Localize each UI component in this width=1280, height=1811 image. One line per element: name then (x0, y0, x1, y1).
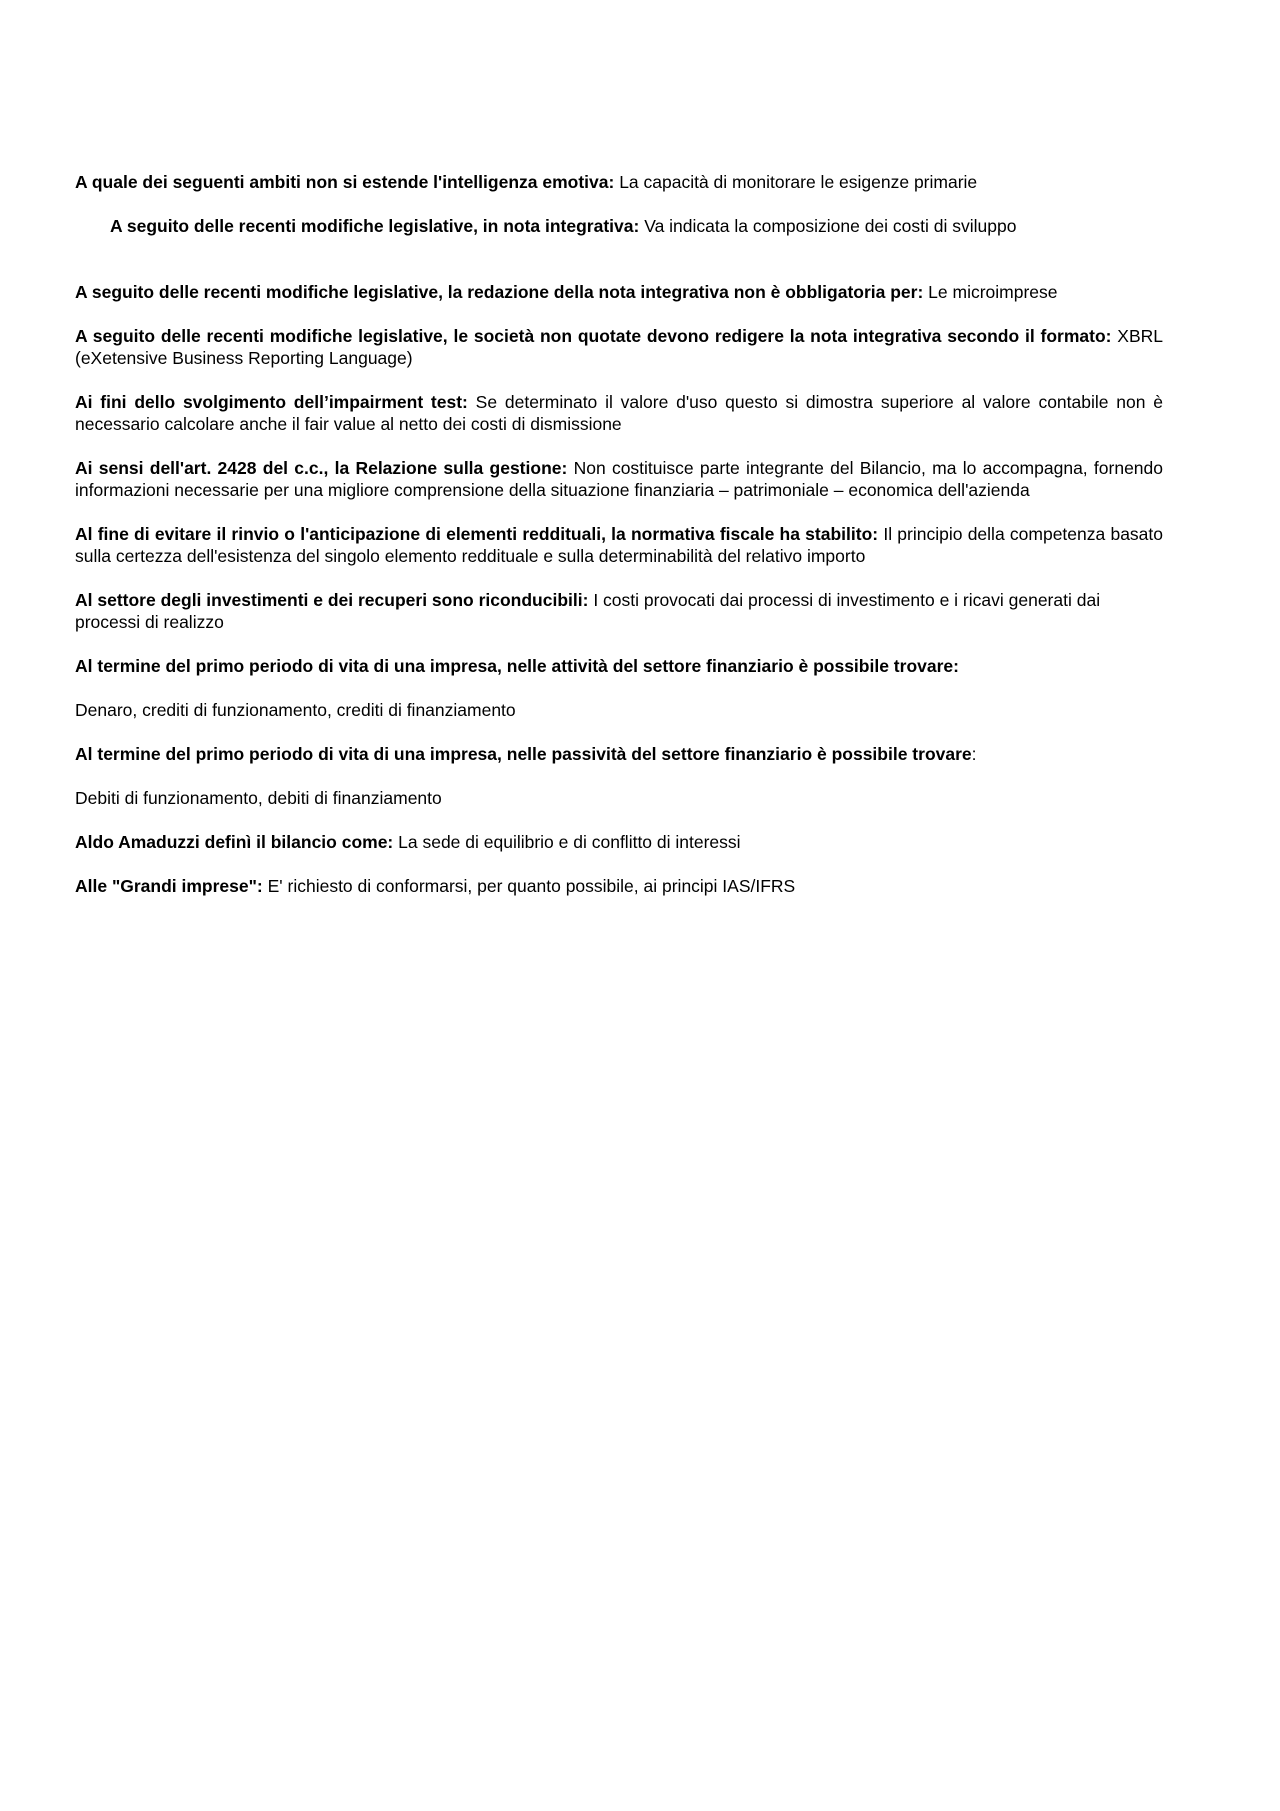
qa-item-normativa-fiscale (75, 523, 1163, 567)
answer-text: Se determinato il valore d'uso questo si dimostra superiore al valore contabile non è necessario calcolare anche il fair value al netto dei costi di dismissione (75, 392, 1163, 434)
question-text: Al termine del primo periodo di vita di una impresa, nelle passività del settore finanziario è possibile trovare (75, 744, 972, 764)
answer-text: Va indicata la composizione dei costi di sviluppo (639, 216, 1017, 236)
question-passivita-finanziario (75, 743, 1163, 765)
qa-item-impairment-test (75, 391, 1163, 435)
document-body (75, 171, 1163, 919)
qa-item-nota-integrativa-obbligatoria (75, 281, 1163, 303)
answer-text: Debiti di funzionamento, debiti di finanziamento (75, 788, 442, 808)
question-attivita-finanziario (75, 655, 1163, 677)
qa-item-nota-integrativa (75, 215, 1163, 237)
question-text: Ai fini dello svolgimento dell’impairment test: (75, 392, 468, 412)
answer-passivita-finanziario (75, 787, 1163, 809)
question-text: Ai sensi dell'art. 2428 del c.c., la Relazione sulla gestione: (75, 458, 568, 478)
question-text: A seguito delle recenti modifiche legislative, le società non quotate devono redigere la nota integrativa secondo il formato: (75, 326, 1112, 346)
answer-attivita-finanziario (75, 699, 1163, 721)
qa-item-relazione-gestione (75, 457, 1163, 501)
question-text: Al termine del primo periodo di vita di una impresa, nelle attività del settore finanziario è possibile trovare: (75, 656, 959, 676)
answer-text: La sede di equilibrio e di conflitto di interessi (393, 832, 741, 852)
qa-item-amaduzzi (75, 831, 1163, 853)
qa-item-emotional-intelligence (75, 171, 1163, 193)
answer-text: Le microimprese (923, 282, 1058, 302)
answer-text: Denaro, crediti di funzionamento, crediti di finanziamento (75, 700, 516, 720)
question-text: A quale dei seguenti ambiti non si estende l'intelligenza emotiva: (75, 172, 615, 192)
question-text: Al settore degli investimenti e dei recuperi sono riconducibili: (75, 590, 589, 610)
answer-text: I costi provocati dai processi di investimento e i ricavi generati dai processi di realizzo (75, 590, 1101, 632)
question-text: A seguito delle recenti modifiche legislative, la redazione della nota integrativa non è obbligatoria per: (75, 282, 924, 302)
answer-text: Non costituisce parte integrante del Bilancio, ma lo accompagna, fornendo informazioni necessarie per una migliore comprensione della situazione finanziaria – patrimoniale – economica dell'azienda (75, 458, 1164, 500)
question-text: Al fine di evitare il rinvio o l'anticipazione di elementi reddituali, la normativa fiscale ha stabilito: (75, 524, 879, 544)
qa-item-formato-xbrl (75, 325, 1163, 369)
answer-text: La capacità di monitorare le esigenze primarie (614, 172, 978, 192)
question-text: Alle "Grandi imprese": (75, 876, 263, 896)
question-colon: : (971, 744, 977, 764)
answer-text: XBRL (eXetensive Business Reporting Language) (75, 326, 1164, 368)
qa-item-investimenti-recuperi (75, 589, 1163, 633)
answer-text: Il principio della competenza basato sulla certezza dell'esistenza del singolo elemento reddituale e sulla determinabilità del relativo importo (75, 524, 1163, 566)
qa-item-grandi-imprese (75, 875, 1163, 897)
question-text: Aldo Amaduzzi definì il bilancio come: (75, 832, 394, 852)
question-text: A seguito delle recenti modifiche legislative, in nota integrativa: (110, 216, 640, 236)
answer-text: E' richiesto di conformarsi, per quanto possibile, ai principi IAS/IFRS (262, 876, 796, 896)
